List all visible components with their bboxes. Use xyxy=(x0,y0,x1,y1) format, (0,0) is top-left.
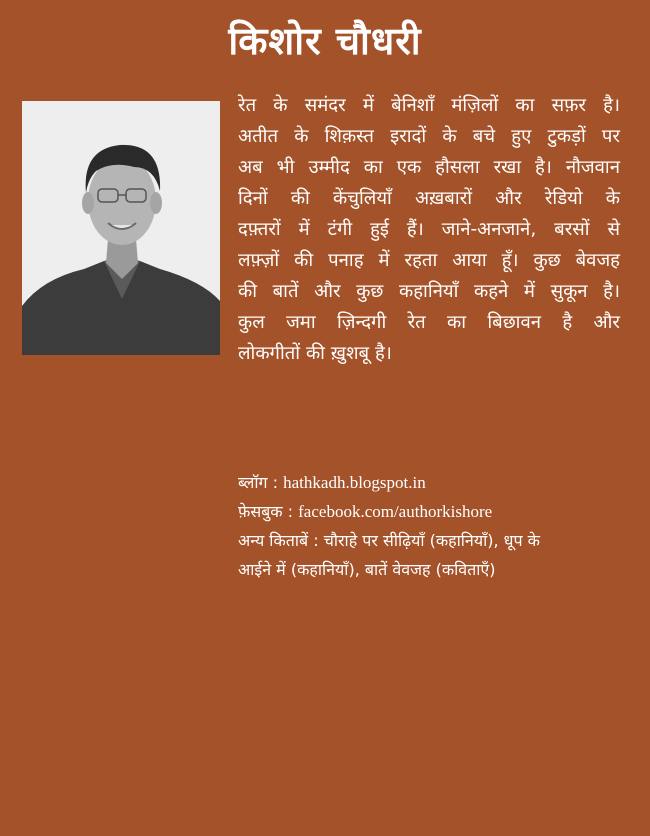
other-books-line: अन्य किताबें : चौराहे पर सीढ़ियाँ (कहानियाँ), धूप के xyxy=(238,531,540,550)
facebook-label: फ़ेसबुक xyxy=(238,502,283,521)
bio-line: लोकगीतों की ख़ुशबू है। xyxy=(238,343,392,364)
blog-label: ब्लॉग xyxy=(238,473,268,492)
facebook-row xyxy=(238,497,630,526)
facebook-separator: : xyxy=(282,502,299,521)
bio-line: रेत के समंदर में बेनिशाँ मंज़िलों का सफ़र है। xyxy=(238,95,620,116)
facebook-link[interactable]: facebook.com/authorkishore xyxy=(298,502,493,521)
other-books-line: आईने में (कहानियाँ), बातें वेवजह (कविताएँ) xyxy=(238,560,496,579)
author-name-title: किशोर चौधरी xyxy=(228,19,422,63)
blog-row xyxy=(238,468,630,497)
bio-line: अब भी उम्मीद का एक हौसला रखा है। नौजवान xyxy=(238,157,620,178)
author-bio xyxy=(238,90,620,369)
bio-line: अतीत के शिक़स्त इरादों के बचे हुए टुकड़ों पर xyxy=(238,126,620,147)
blog-link[interactable]: hathkadh.blogspot.in xyxy=(283,473,426,492)
bio-line: दफ़्तरों में टंगी हुई हैं। जाने-अनजाने, बरसों से xyxy=(238,219,620,240)
bio-line: की बातें और कुछ कहानियाँ कहने में सुकून है। xyxy=(238,281,620,302)
bio-line: दिनों की केंचुलियाँ अख़बारों और रेडियो के xyxy=(238,188,620,209)
author-photo xyxy=(22,101,220,355)
bio-line: लफ़्ज़ों की पनाह में रहता आया हूँ। कुछ बेवजह xyxy=(238,250,620,271)
author-links xyxy=(238,468,630,584)
blog-separator: : xyxy=(267,473,284,492)
bio-line: कुल जमा ज़िन्दगी रेत का बिछावन है और xyxy=(238,312,620,333)
